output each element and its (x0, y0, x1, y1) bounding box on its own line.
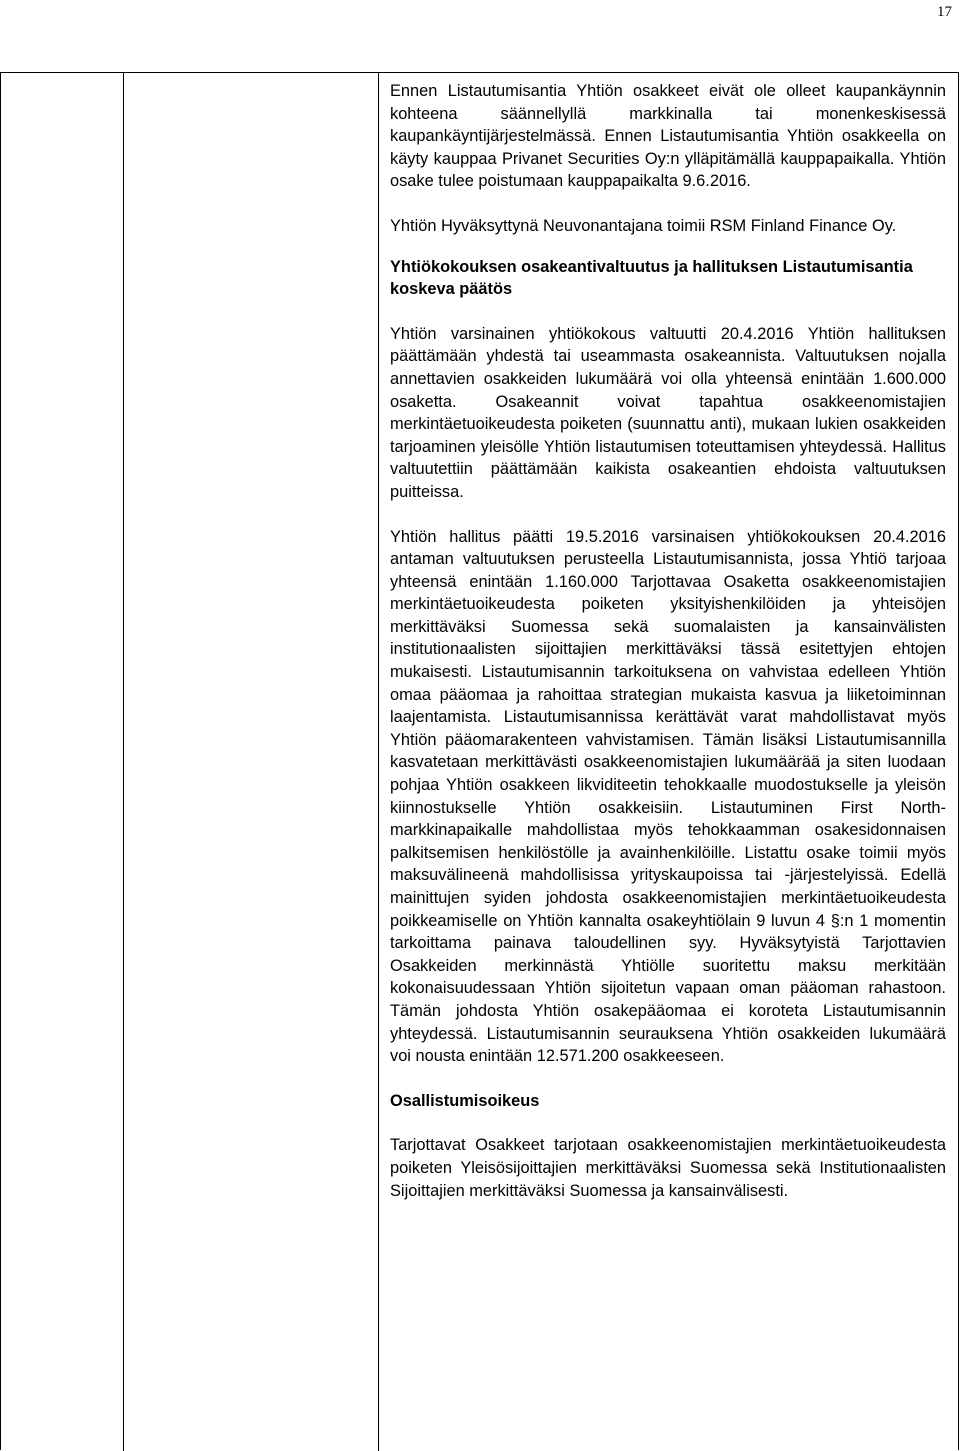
paragraph-listing-history: Ennen Listautumisantia Yhtiön osakkeet eivät ole olleet kaupankäynnin kohteena säännellyllä markkinalla tai monenkeskisessä kaupankäyntijärjestelmässä. Ennen Listautumisantia Yhtiön osakkeella on käyty kauppaa Privanet Securities Oy:n ylläpitämällä kauppapaikalla. Yhtiön osake tulee poistumaan kauppapaikalta 9.6.2016. (390, 82, 946, 191)
content-cell (390, 80, 946, 1224)
paragraph-participation: Tarjottavat Osakkeet tarjotaan osakkeenomistajien merkintäetuoikeudesta poiketen Yleisösijoittajien merkittäväksi Suomessa sekä Institutionaalisten Sijoittajien merkittäväksi Suomessa ja kansainvälisesti. (390, 1136, 946, 1200)
paragraph-adviser: Yhtiön Hyväksyttynä Neuvonantajana toimii RSM Finland Finance Oy. (390, 216, 897, 235)
paragraph-board-decision: Yhtiön hallitus päätti 19.5.2016 varsinaisen yhtiökokouksen 20.4.2016 antaman valtuutuksen perusteella Listautumisannista, jossa Yhtiö tarjoaa yhteensä enintään 1.160.000 Tarjottavaa Osaketta osakkeenomistajien merkintäetuoikeudesta poiketen yksityishenkilöiden ja yhteisöjen merkittäväksi Suomessa sekä suomalaisten ja kansainvälisten institutionaalisten sijoittajien merkittäväksi tässä esitettyjen ehtojen mukaisesti. Listautumisannin tarkoituksena on vahvistaa edelleen Yhtiön omaa pääomaa ja rahoittaa strategian mukaista kasvua ja liiketoiminnan laajentamista. Listautumisannissa kerättävät varat mahdollistavat myös Yhtiön pääomarakenteen vahvistamisen. Tämän lisäksi Listautumisannilla kasvatetaan merkittävästi osakkeenomistajien lukumäärää ja siten luodaan pohjaa Yhtiön osakkeen likviditeetin tehokkaalle muodostukselle ja yleisön kiinnostukselle Yhtiön osakkeisiin. Listautuminen First North-markkinapaikalle mahdollistaa myös tehokkaamman osakesidonnaisen palkitsemisen henkilöstölle ja avainhenkilöille. Listattu osake toimii myös maksuvälineenä mahdollisissa yrityskaupoissa tai -järjestelyissä. Edellä mainittujen syiden johdosta osakkeenomistajien merkintäetuoikeudesta poikkeamiselle on Yhtiön kannalta osakeyhtiölain 9 luvun 4 §:n 1 momentin tarkoittama painava taloudellinen syy. Hyväksytyistä Tarjottavien Osakkeiden merkinnästä Yhtiölle suoritettu maksu merkitään kokonaisuudessaan Yhtiön sijoitetun vapaan oman pääoman rahastoon. Tämän johdosta Yhtiön osakepääomaa ei koroteta Listautumisannin yhteydessä. Listautumisannin seurauksena Yhtiön osakkeiden lukumäärä voi nousta enintään 12.571.200 osakkeeseen. (390, 527, 946, 1066)
column-divider-1 (123, 72, 124, 1451)
page-number: 17 (937, 4, 952, 20)
column-divider-2 (378, 72, 379, 1451)
paragraph-authorization: Yhtiön varsinainen yhtiökokous valtuutti 20.4.2016 Yhtiön hallituksen päättämään yhdestä tai useammasta osakeannista. Valtuutuksen nojalla annettavien osakkeiden lukumäärä voi olla yhteensä enintään 1.600.000 osaketta. Osakeannit voivat tapahtua osakkeenomistajien merkintäetuoikeudesta poiketen (suunnattu anti), mukaan lukien osakkeiden tarjoaminen yleisölle Yhtiön listautumisen toteuttamisen yhteydessä. Hallitus valtuutettiin päättämään kaikista osakeantien ehdoista valtuutuksen puitteissa. (390, 324, 946, 501)
heading-participation-right: Osallistumisoikeus (390, 1091, 540, 1110)
heading-share-issue-authorization: Yhtiökokouksen osakeantivaltuutus ja hallituksen Listautumisantia koskeva päätös (390, 257, 913, 299)
